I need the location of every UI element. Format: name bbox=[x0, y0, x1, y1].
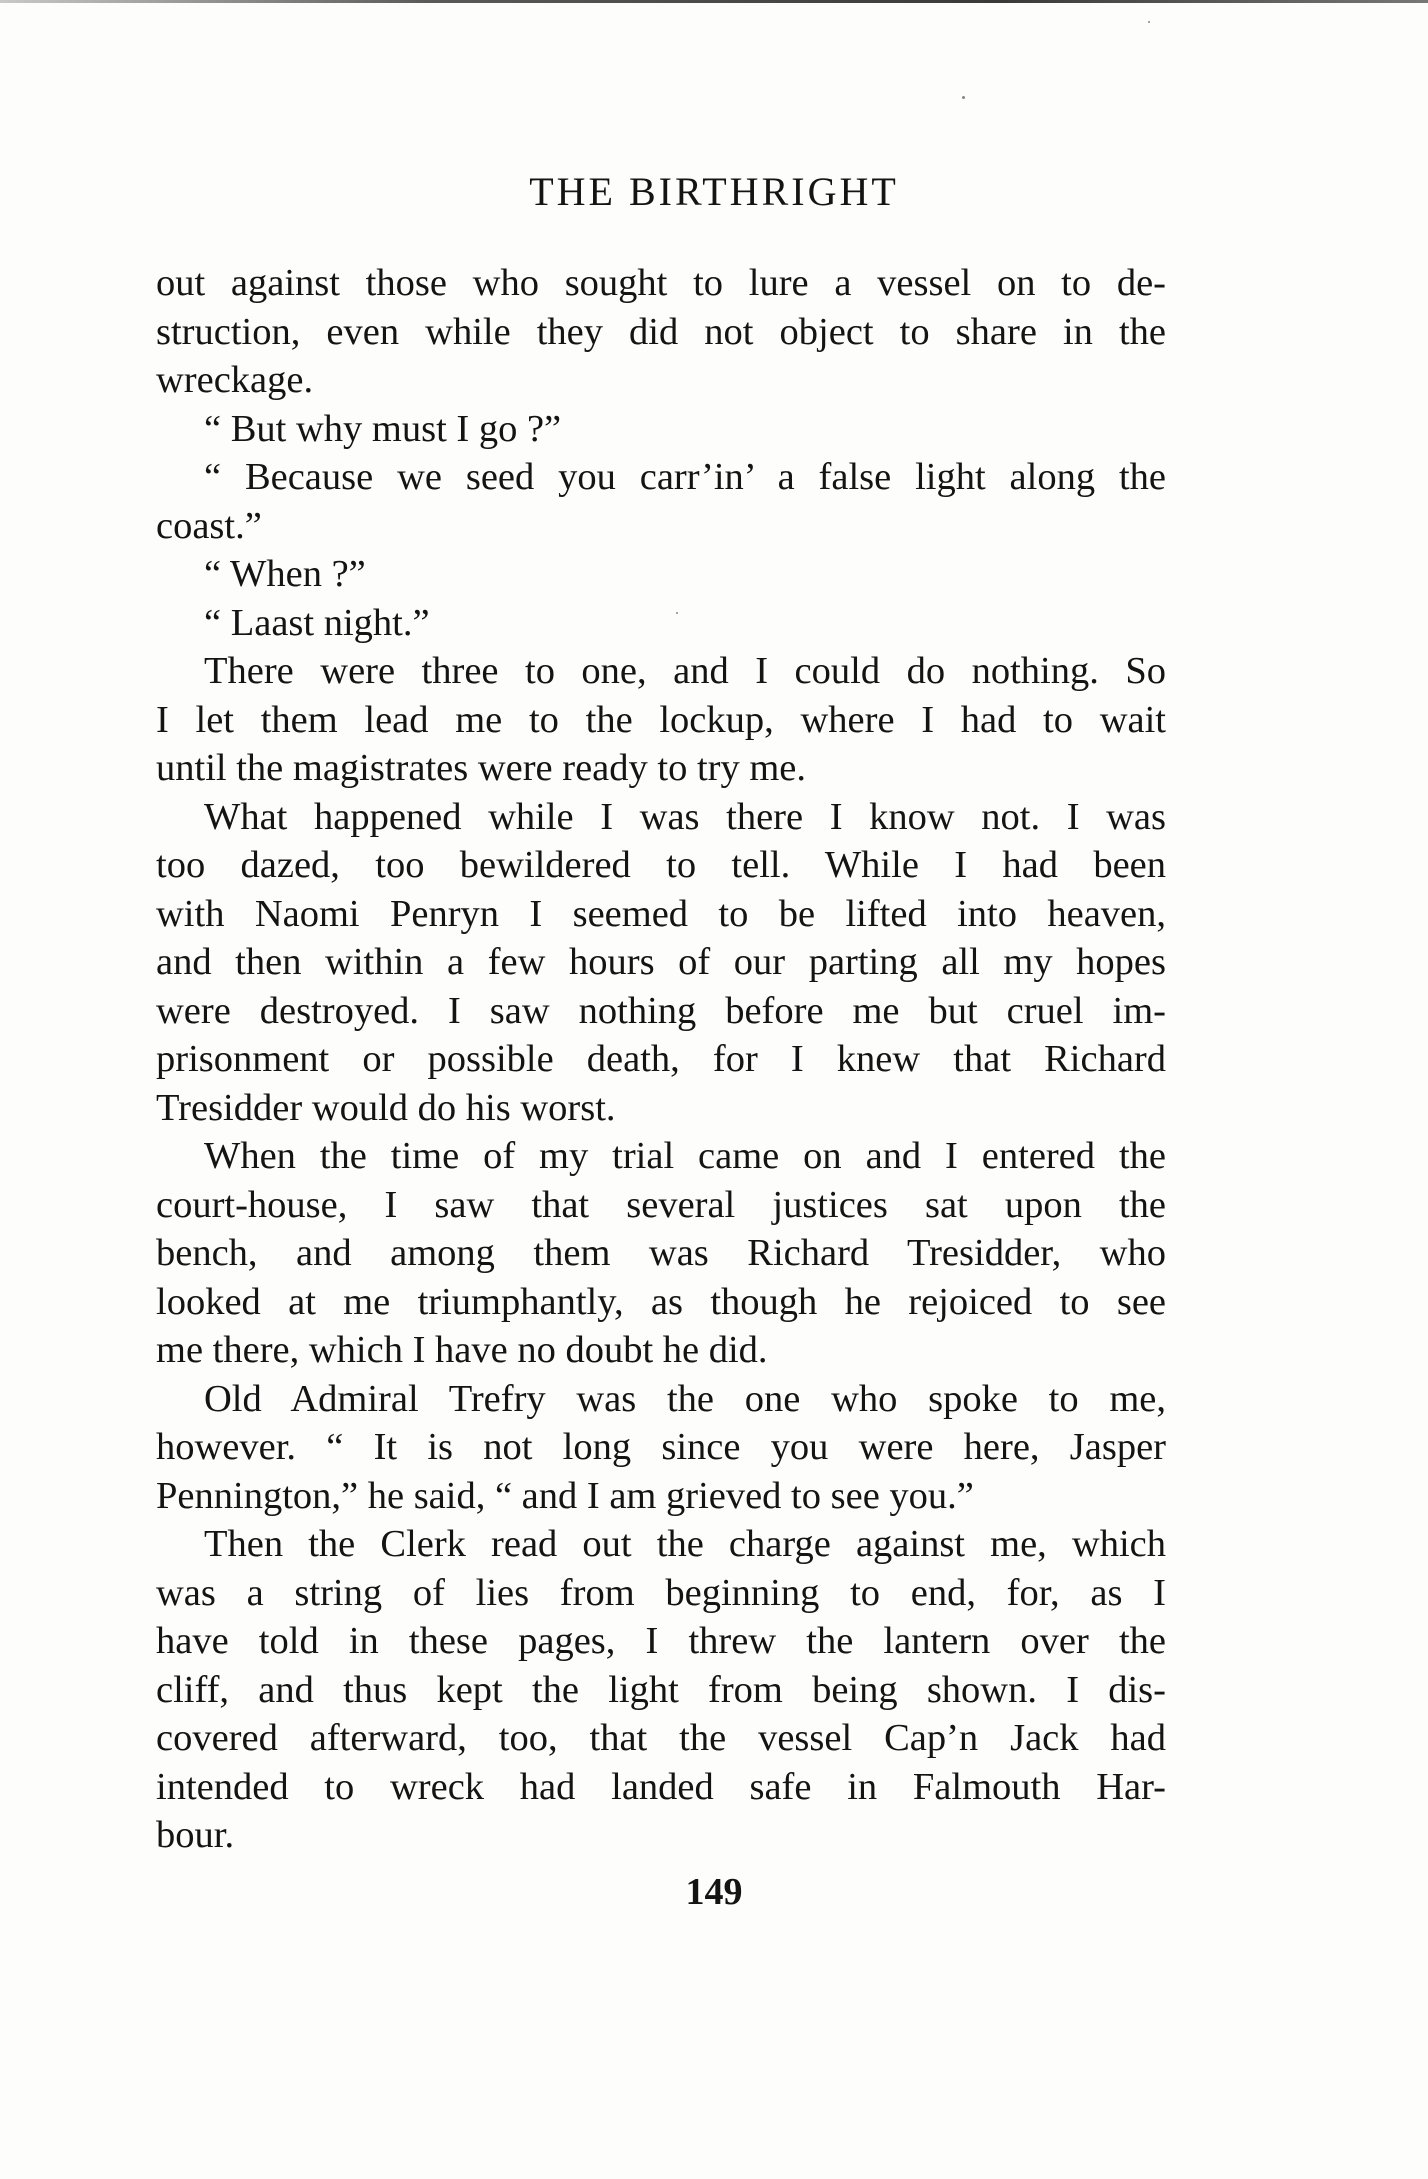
text-line: me there, which I have no doubt he did. bbox=[156, 1329, 768, 1371]
page-number: 149 bbox=[685, 1871, 743, 1913]
text-line: “ Laast night.” bbox=[204, 601, 430, 644]
text-line: court-house, I saw that several justices sat upon the bbox=[156, 1183, 1166, 1226]
text-line: looked at me triumphantly, as though he rejoiced to see bbox=[156, 1280, 1166, 1323]
text-line: wreckage. bbox=[156, 359, 314, 401]
text-line: Pennington,” he said, “ and I am grieved to see you.” bbox=[156, 1474, 974, 1517]
text-line: “ When ?” bbox=[204, 553, 366, 595]
text-line: out against those who sought to lure a vessel on to de- bbox=[156, 262, 1166, 304]
text-line: with Naomi Penryn I seemed to be lifted into heaven, bbox=[156, 892, 1166, 935]
text-line: have told in these pages, I threw the lantern over the bbox=[156, 1620, 1166, 1662]
scan-speck bbox=[962, 96, 965, 99]
scan-speck bbox=[1148, 21, 1150, 23]
text-line: “ But why must I go ?” bbox=[204, 407, 562, 450]
text-line: When the time of my trial came on and I entered the bbox=[204, 1135, 1166, 1177]
text-line: There were three to one, and I could do nothing. So bbox=[204, 650, 1166, 692]
text-line: Old Admiral Trefry was the one who spoke to me, bbox=[204, 1377, 1166, 1420]
text-line: “ Because we seed you carr’in’ a false light along the bbox=[204, 456, 1166, 498]
text-line: What happened while I was there I know not. I was bbox=[204, 795, 1166, 838]
text-line: bench, and among them was Richard Tresidder, who bbox=[156, 1232, 1166, 1274]
scan-speck bbox=[676, 612, 678, 614]
text-line: were destroyed. I saw nothing before me but cruel im- bbox=[156, 989, 1166, 1032]
text-line: too dazed, too bewildered to tell. While I had been bbox=[156, 844, 1166, 886]
text-line: was a string of lies from beginning to end, for, as I bbox=[156, 1571, 1166, 1614]
text-line: bour. bbox=[156, 1814, 235, 1856]
body-text bbox=[156, 259, 1166, 1860]
text-line: I let them lead me to the lockup, where I had to wait bbox=[156, 698, 1166, 741]
text-line: covered afterward, too, that the vessel Cap’n Jack had bbox=[156, 1717, 1166, 1759]
text-line: Tresidder would do his worst. bbox=[156, 1086, 616, 1129]
text-line: prisonment or possible death, for I knew that Richard bbox=[156, 1038, 1166, 1080]
text-line: intended to wreck had landed safe in Falmouth Har- bbox=[156, 1765, 1166, 1808]
text-line: and then within a few hours of our parting all my hopes bbox=[156, 941, 1166, 983]
scan-top-edge bbox=[0, 0, 1428, 3]
text-line: cliff, and thus kept the light from being shown. I dis- bbox=[156, 1668, 1166, 1711]
text-line: however. “ It is not long since you were here, Jasper bbox=[156, 1426, 1166, 1468]
running-head: THE BIRTHRIGHT bbox=[529, 169, 899, 214]
text-line: until the magistrates were ready to try me. bbox=[156, 747, 807, 789]
text-line: struction, even while they did not object to share in the bbox=[156, 310, 1166, 353]
text-line: Then the Clerk read out the charge against me, which bbox=[204, 1523, 1166, 1565]
text-line: coast.” bbox=[156, 504, 262, 547]
